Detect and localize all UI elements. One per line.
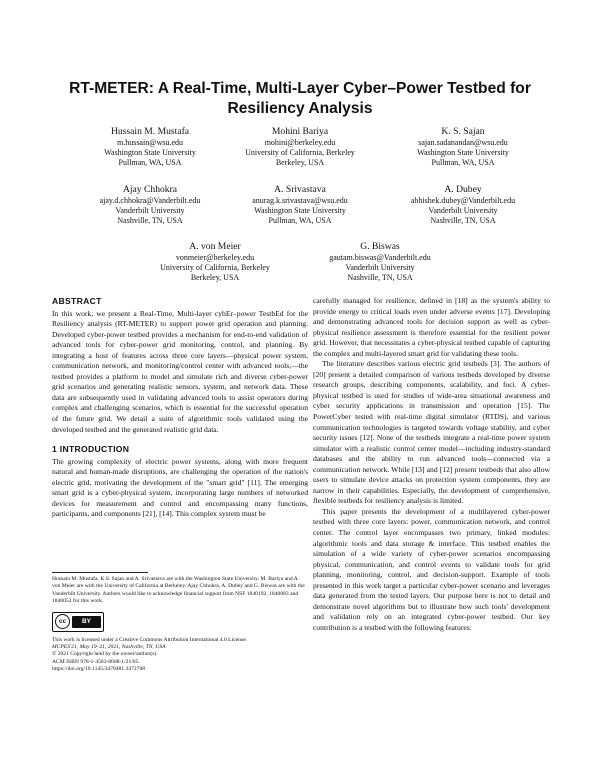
author-email: gautam.biswas@Vanderbilt.edu bbox=[329, 253, 431, 262]
author-affiliation: Washington State University bbox=[104, 148, 196, 158]
author-email: ajay.d.chhokra@Vanderbilt.edu bbox=[99, 196, 201, 205]
author-email: m.hussain@wsu.edu bbox=[116, 138, 184, 147]
author-affiliation: Vanderbilt University bbox=[345, 263, 415, 273]
author-name: Ajay Chhokra bbox=[122, 184, 178, 195]
intro-paragraph-1: The growing complexity of electric power systems, along with more frequent natural and human-made disruptions, are challenging the operation of the nation's electric grid, motivating the development of the "smart grid" [11]. The emerging smart grid is a cyber-physical system, incorporating large numbers of networked devices for measurement and control and encompassing many functions, participants, and components [21], [14]. This complex system must be bbox=[52, 456, 308, 519]
author-location: Pullman, WA, USA bbox=[118, 158, 182, 168]
venue-note: MCPES'21, May 19–21, 2021, Nashville, TN, USA bbox=[52, 644, 166, 651]
author-name: K. S. Sajan bbox=[441, 126, 485, 137]
author-affiliation: Vanderbilt University bbox=[428, 206, 498, 216]
author-location: Pullman, WA, USA bbox=[268, 216, 332, 226]
author-location: Nashville, TN, USA bbox=[430, 216, 496, 226]
author-affiliation: Washington State University bbox=[417, 148, 509, 158]
author-name: A. Dubey bbox=[444, 184, 482, 195]
intro-paragraph-2: carefully managed for resilience, defined in [18] as the system's ability to provide energy to critical loads even under adverse events [17]. Developing and demonstrating advanced tools for decision support as well as cyber-physical resilience assessment is therefore essential for the resilient power grid. However, that necessitates a cyber-physical testbed capable of capturing the complex and multi-layered smart grid for validating these tools. bbox=[313, 296, 550, 358]
abstract-heading: ABSTRACT bbox=[52, 296, 102, 306]
author-email: vonmeier@berkeley.edu bbox=[175, 253, 255, 262]
intro-paragraph-4: This paper presents the development of a multilayered cyber-power testbed with three core layers: power, communication network, and control center. The control layer encompasses two primary, linked modules: algorithmic tools and data storage & interface. This testbed enables the simulation of a wide variety of cyber-power scenarios encompassing physical, communication, and control events to validate tools for grid planning, monitoring, control, and decision-support. Example of tools presented in this work target a particular cyber-power scenario and leverages data generated from the tested layers. Our purpose here is not to detail and demonstrate novel algorithms but to illustrate how such tools' development and validation rely on an integrated cyber-power testbed. Our key contribution is a testbed with the following features: bbox=[313, 506, 550, 632]
author-affiliation: University of California, Berkeley bbox=[160, 263, 270, 273]
doi-link[interactable]: https://doi.org/10.1145/3470481.3472708 bbox=[52, 666, 146, 673]
author-name: Mohini Bariya bbox=[271, 126, 329, 137]
author-email: anurag.k.srivastava@wsu.edu bbox=[252, 196, 348, 205]
cc-logo-icon: cc bbox=[55, 614, 70, 629]
author-location: Nashville, TN, USA bbox=[347, 273, 413, 283]
author-email: mohini@berkeley.edu bbox=[264, 138, 336, 147]
paper-title: RT-METER: A Real-Time, Multi-Layer Cyber–Power Testbed for Resiliency Analysis bbox=[69, 80, 531, 117]
license-note: This work is licensed under a Creative Commons Attribution International 4.0 License. bbox=[52, 636, 247, 643]
author-affiliation: University of California, Berkeley bbox=[245, 148, 355, 158]
author-location: Nashville, TN, USA bbox=[117, 216, 183, 226]
cc-by-badge bbox=[52, 612, 104, 632]
introduction-heading: 1 INTRODUCTION bbox=[52, 444, 130, 455]
left-column bbox=[52, 296, 308, 520]
author-email: sajan.sadanandan@wsu.edu bbox=[418, 138, 508, 147]
author-name: G. Biswas bbox=[360, 241, 400, 252]
author-entry bbox=[205, 125, 395, 169]
author-entry bbox=[205, 183, 395, 227]
author-location: Pullman, WA, USA bbox=[431, 158, 495, 168]
author-name: Hussain M. Mustafa bbox=[110, 126, 190, 137]
author-location: Berkeley, USA bbox=[275, 158, 325, 168]
author-entry bbox=[120, 240, 310, 284]
intro-paragraph-3: The literature describes various electric grid testbeds [3]. The authors of [20] present a detailed comparison of various testbeds developed by diverse research groups, describing components, scalability, and foci. A cyber-physical testbed is used for studies of wide-area situational awareness and cyber security applications in transmission and operation [15]. The PowerCyber tested with real-time digital simulator (RTDS), and various communication technologies is targeted towards voltage stability, and cyber security issues [12]. None of the testbeds integrate a real-time power system simulator with a realistic control center model—including industry-standard databases and the ability to run advanced tools—connected via a communication network. While [13] and [12] present testbeds that also allow users to simulate device attacks on protection system components, they are narrow in their capabilities. Especially, the development of comprehensive, flexible testbeds for resiliency analysis is limited. bbox=[313, 359, 550, 506]
author-name: A. Srivastava bbox=[274, 184, 326, 195]
copyright-note: © 2021 Copyright held by the owner/author(s). bbox=[52, 651, 158, 658]
isbn-note: ACM ISBN 978-1-4503-8608-1/21/05. bbox=[52, 658, 140, 665]
footnote-rule bbox=[52, 572, 148, 573]
author-affiliation: Vanderbilt University bbox=[115, 206, 185, 216]
right-column bbox=[313, 296, 550, 634]
author-affiliation: Washington State University bbox=[254, 206, 346, 216]
abstract-text: In this work, we present a Real-Time, Multi-layer cybEr–power TestbEd for the Resiliency analysis (RT-METER) to support power grid operation and planning. Developed cyber-power testbed provides a mechanism for end-to-end validation of advanced tools for cyber-power grid monitoring, control, and planning. By integrating a host of features across three core layers—physical power system, communication network, and monitoring/control center with advanced tools,—the testbed provides a platform to model and simulate rich and diverse cyber-power grid scenarios and generating realistic sensors, system, and network data. These data are subsequently used in validating advanced tools to assist operators during complex and challenging scenarios, which is essential for the successful operation of the future grid. We detail a suite of algorithmic tools validated using the developed testbed and the generated realistic grid data. bbox=[52, 308, 308, 434]
author-name: A. von Meier bbox=[189, 241, 241, 252]
footnotes bbox=[52, 572, 308, 674]
author-block bbox=[0, 125, 600, 290]
funding-note: Hussain M. Mustafa, K.S. Sajan and A. Srivastava are with the Washington State University. M. Bariya and A. von Meier are with the University of California at Berkeley. Ajay Chhokra, A. Dubey and G. Biswas are with the Vanderbilt University. Authors would like to acknowledge financial support from NSF 1840192, 1840083 and 1840052 for this work. bbox=[52, 576, 305, 605]
author-entry bbox=[368, 125, 558, 169]
author-email: abhishek.dubey@Vanderbilt.edu bbox=[410, 196, 516, 205]
author-entry bbox=[368, 183, 558, 227]
author-entry bbox=[285, 240, 475, 284]
by-icon: BY bbox=[72, 616, 101, 628]
author-location: Berkeley, USA bbox=[190, 273, 240, 283]
